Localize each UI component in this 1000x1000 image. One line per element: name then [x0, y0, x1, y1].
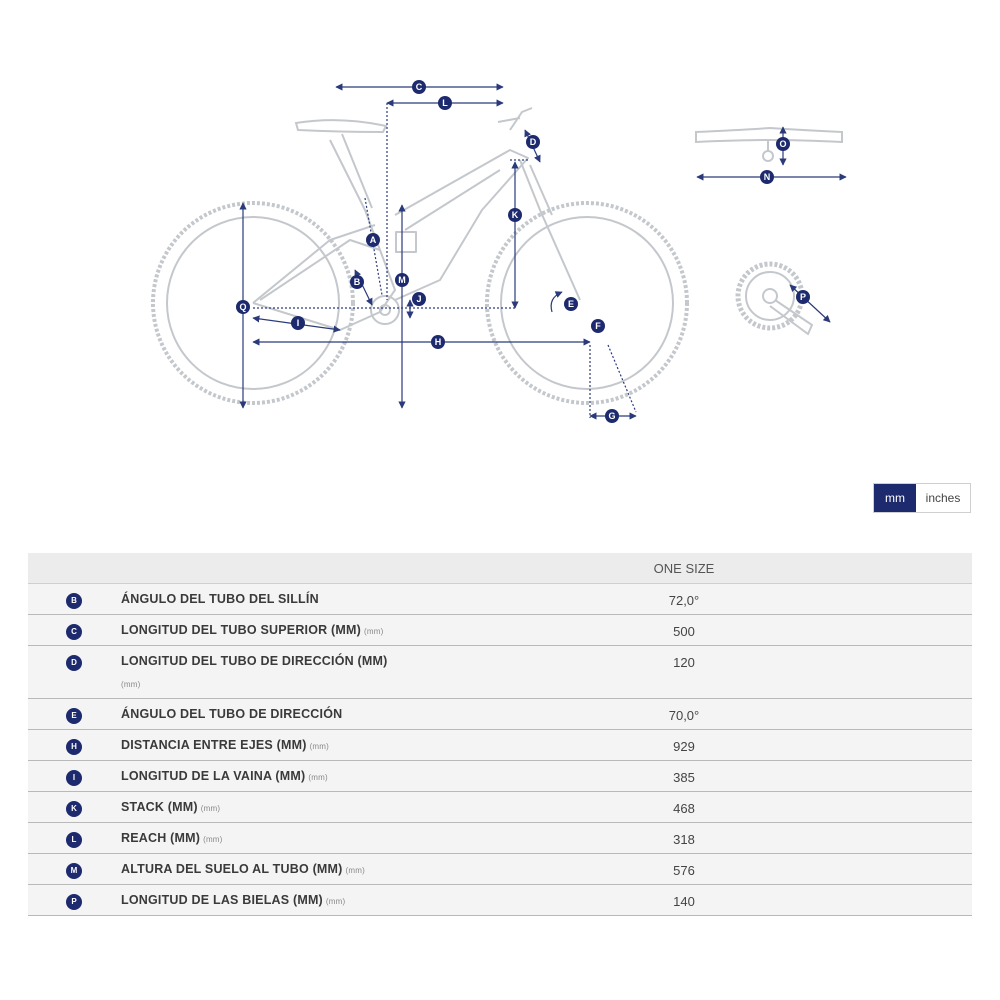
svg-text:P: P [799, 292, 807, 302]
row-value: 468 [673, 801, 695, 816]
row-unit: (mm) [364, 627, 384, 636]
table-row [28, 854, 972, 885]
badge-l [438, 96, 452, 110]
badge-q [236, 300, 250, 314]
row-value: 500 [673, 624, 695, 639]
badge-g [605, 409, 619, 423]
row-value: 318 [673, 832, 695, 847]
unit-toggle [873, 483, 971, 513]
row-label: LONGITUD DE LA VAINA (MM) (mm) [121, 769, 328, 783]
front-wheel [487, 203, 687, 403]
row-badge: C [66, 624, 82, 640]
saddle [296, 120, 386, 132]
table-row [28, 885, 972, 916]
badge-d [526, 135, 540, 149]
svg-text:Q: Q [239, 302, 247, 312]
size-column-header: ONE SIZE [653, 561, 715, 576]
svg-text:H: H [434, 337, 442, 347]
row-unit: (mm) [325, 897, 346, 906]
row-badge: K [66, 801, 82, 817]
row-badge: B [66, 593, 82, 609]
row-badge: E [66, 708, 82, 724]
svg-text:D: D [529, 137, 537, 147]
badge-o [776, 137, 790, 151]
badge-b [350, 275, 364, 289]
svg-text:G: G [608, 411, 616, 421]
badge-n [760, 170, 774, 184]
row-badge: P [66, 894, 82, 910]
svg-text:O: O [779, 139, 787, 149]
row-unit: (mm) [121, 680, 141, 689]
handlebar-detail [696, 128, 842, 161]
row-badge: I [66, 770, 82, 786]
table-row [28, 761, 972, 792]
row-label: ALTURA DEL SUELO AL TUBO (MM) (mm) [121, 862, 365, 876]
row-label: LONGITUD DEL TUBO DE DIRECCIÓN (MM) (mm) [121, 654, 388, 689]
badge-a [366, 233, 380, 247]
row-unit: (mm) [203, 835, 223, 844]
table-row [28, 823, 972, 854]
badge-i [291, 316, 305, 330]
badge-m [395, 273, 409, 287]
table-row [28, 792, 972, 823]
bike-geometry-diagram [0, 0, 1000, 470]
row-unit: (mm) [309, 742, 330, 751]
svg-text:N: N [763, 172, 771, 182]
row-value: 72,0° [668, 593, 700, 608]
unit-mm-button[interactable]: mm [874, 484, 916, 512]
table-row [28, 615, 972, 646]
row-value: 385 [673, 770, 695, 785]
row-label: STACK (MM) (mm) [121, 800, 221, 814]
svg-text:M: M [398, 275, 406, 285]
geometry-table [28, 553, 972, 916]
row-unit: (mm) [345, 866, 365, 875]
table-header [28, 553, 972, 584]
table-row [28, 699, 972, 730]
row-value: 576 [673, 863, 695, 878]
row-unit: (mm) [308, 773, 328, 782]
row-value: 70,0° [668, 708, 700, 723]
badge-c [412, 80, 426, 94]
svg-text:C: C [415, 82, 423, 92]
svg-text:B: B [353, 277, 361, 287]
row-value: 929 [673, 739, 695, 754]
row-badge: H [66, 739, 82, 755]
row-label: ÁNGULO DEL TUBO DEL SILLÍN [121, 592, 319, 606]
row-badge: L [66, 832, 82, 848]
table-row [28, 646, 972, 699]
badge-h [431, 335, 445, 349]
svg-text:F: F [595, 321, 601, 331]
table-row [28, 584, 972, 615]
badge-k [508, 208, 522, 222]
crankset-small [371, 296, 399, 324]
row-badge: M [66, 863, 82, 879]
row-label: REACH (MM) (mm) [121, 831, 223, 845]
dimension-lines [243, 87, 846, 418]
row-label: DISTANCIA ENTRE EJES (MM) (mm) [121, 738, 330, 752]
row-value: 120 [673, 655, 695, 670]
svg-text:A: A [369, 235, 377, 245]
badge-j [412, 292, 426, 306]
svg-text:K: K [511, 210, 519, 220]
svg-text:J: J [416, 294, 422, 304]
row-label: ÁNGULO DEL TUBO DE DIRECCIÓN [121, 707, 343, 721]
badge-f [591, 319, 605, 333]
svg-text:I: I [296, 318, 300, 328]
row-label: LONGITUD DEL TUBO SUPERIOR (MM) (mm) [121, 623, 384, 637]
badge-p [796, 290, 810, 304]
row-badge: D [66, 655, 82, 671]
svg-text:E: E [567, 299, 575, 309]
row-label: LONGITUD DE LAS BIELAS (MM) (mm) [121, 893, 346, 907]
svg-text:L: L [442, 98, 448, 108]
row-unit: (mm) [200, 804, 221, 813]
badge-e [564, 297, 578, 311]
row-value: 140 [673, 894, 695, 909]
unit-inches-button[interactable]: inches [916, 484, 970, 512]
table-row [28, 730, 972, 761]
